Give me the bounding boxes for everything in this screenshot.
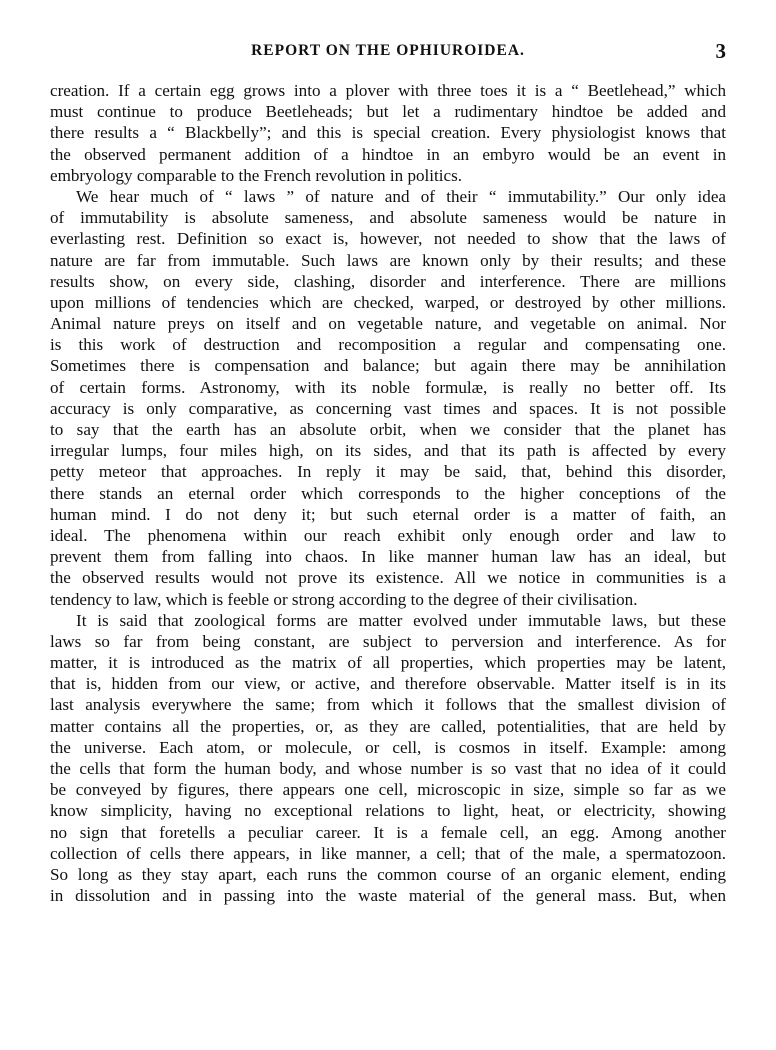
text-line: creation. If a certain egg grows into a plover with three toes it is a “ Beetlehead,” which xyxy=(50,81,726,100)
text-line: in dissolution and in passing into the waste material of the general mass. But, when xyxy=(50,886,726,906)
paragraph xyxy=(50,186,726,610)
text-line: everlasting rest. Definition so exact is, however, not needed to show that the laws of xyxy=(50,229,726,249)
text-line: there stands an eternal order which corresponds to the higher conceptions of the xyxy=(50,483,726,503)
text-line: must continue to produce Beetleheads; but let a rudimentary hindtoe be added and xyxy=(50,102,726,122)
body-text xyxy=(50,80,726,906)
text-line: matter contains all the properties, or, as they are called, potentialities, that are held by xyxy=(50,716,726,736)
text-line: to say that the earth has an absolute orbit, when we consider that the planet has xyxy=(50,420,726,439)
running-head xyxy=(50,39,726,66)
text-line: accuracy is only comparative, as concerning vast times and spaces. It is not possible xyxy=(50,398,726,418)
text-line: It is said that zoological forms are matter evolved under immutable laws, but these xyxy=(76,610,726,630)
text-line: tendency to law, which is feeble or strong according to the degree of their civilisation. xyxy=(50,589,638,609)
text-line: of certain forms. Astronomy, with its noble formulæ, is really no better off. Its xyxy=(50,377,726,397)
text-line: upon millions of tendencies which are checked, warped, or destroyed by other millions. xyxy=(50,292,726,312)
text-line: there results a “ Blackbelly”; and this is special creation. Every physiologist knows that xyxy=(50,123,726,143)
text-line: So long as they stay apart, each runs the common course of an organic element, ending xyxy=(50,864,726,884)
text-line: collection of cells there appears, in like manner, a cell; that of the male, a spermatozoon. xyxy=(50,843,726,863)
running-title: REPORT ON THE OPHIUROIDEA. xyxy=(251,42,525,59)
text-line: results show, on every side, clashing, disorder and interference. There are millions xyxy=(50,271,726,291)
text-line: We hear much of “ laws ” of nature and of their “ immutability.” Our only idea xyxy=(76,186,726,206)
text-line: the cells that form the human body, and whose number is so vast that no idea of it could xyxy=(50,759,726,778)
text-line: petty meteor that approaches. In reply it may be said, that, behind this disorder, xyxy=(50,462,726,482)
text-line: prevent them from falling into chaos. In like manner human law has an ideal, but xyxy=(50,547,726,567)
text-line: matter, it is introduced as the matrix of all properties, which properties may be latent, xyxy=(50,653,726,673)
text-line: Sometimes there is compensation and balance; but again there may be annihilation xyxy=(50,356,726,376)
text-line: ideal. The phenomena within our reach exhibit only enough order and law to xyxy=(50,525,726,545)
paragraph xyxy=(50,610,726,907)
text-line: human mind. I do not deny it; but such eternal order is a matter of faith, an xyxy=(50,504,726,524)
text-line: last analysis everywhere the same; from which it follows that the smallest division of xyxy=(50,695,726,715)
paragraph xyxy=(50,80,726,186)
text-line: be conveyed by figures, there appears one cell, microscopic in size, simple so far as we xyxy=(50,780,726,800)
text-line: the universe. Each atom, or molecule, or cell, is cosmos in itself. Example: among xyxy=(50,737,726,757)
text-line: irregular lumps, four miles high, on its sides, and that its path is affected by every xyxy=(50,441,726,461)
text-line: laws so far from being constant, are subject to perversion and interference. As for xyxy=(50,631,726,651)
text-line: embryology comparable to the French revolution in politics. xyxy=(50,165,463,185)
text-line: nature are far from immutable. Such laws are known only by their results; and these xyxy=(50,250,726,270)
text-line: Animal nature preys on itself and on vegetable nature, and vegetable on animal. Nor xyxy=(50,314,726,334)
text-line: the observed results would not prove its existence. All we notice in communities is a xyxy=(50,568,726,588)
text-line: know simplicity, having no exceptional relations to light, heat, or electricity, showing xyxy=(50,801,726,821)
text-line: no sign that foretells a peculiar career. It is a female cell, an egg. Among another xyxy=(50,822,726,842)
text-line: of immutability is absolute sameness, and absolute sameness would be nature in xyxy=(50,208,726,228)
text-line: is this work of destruction and recomposition a regular and compensating one. xyxy=(50,335,726,355)
text-line: that is, hidden from our view, or active, and therefore observable. Matter itself is in its xyxy=(50,674,726,694)
page-number: 3 xyxy=(715,39,726,63)
text-line: the observed permanent addition of a hindtoe in an embyro would be an event in xyxy=(50,144,726,164)
